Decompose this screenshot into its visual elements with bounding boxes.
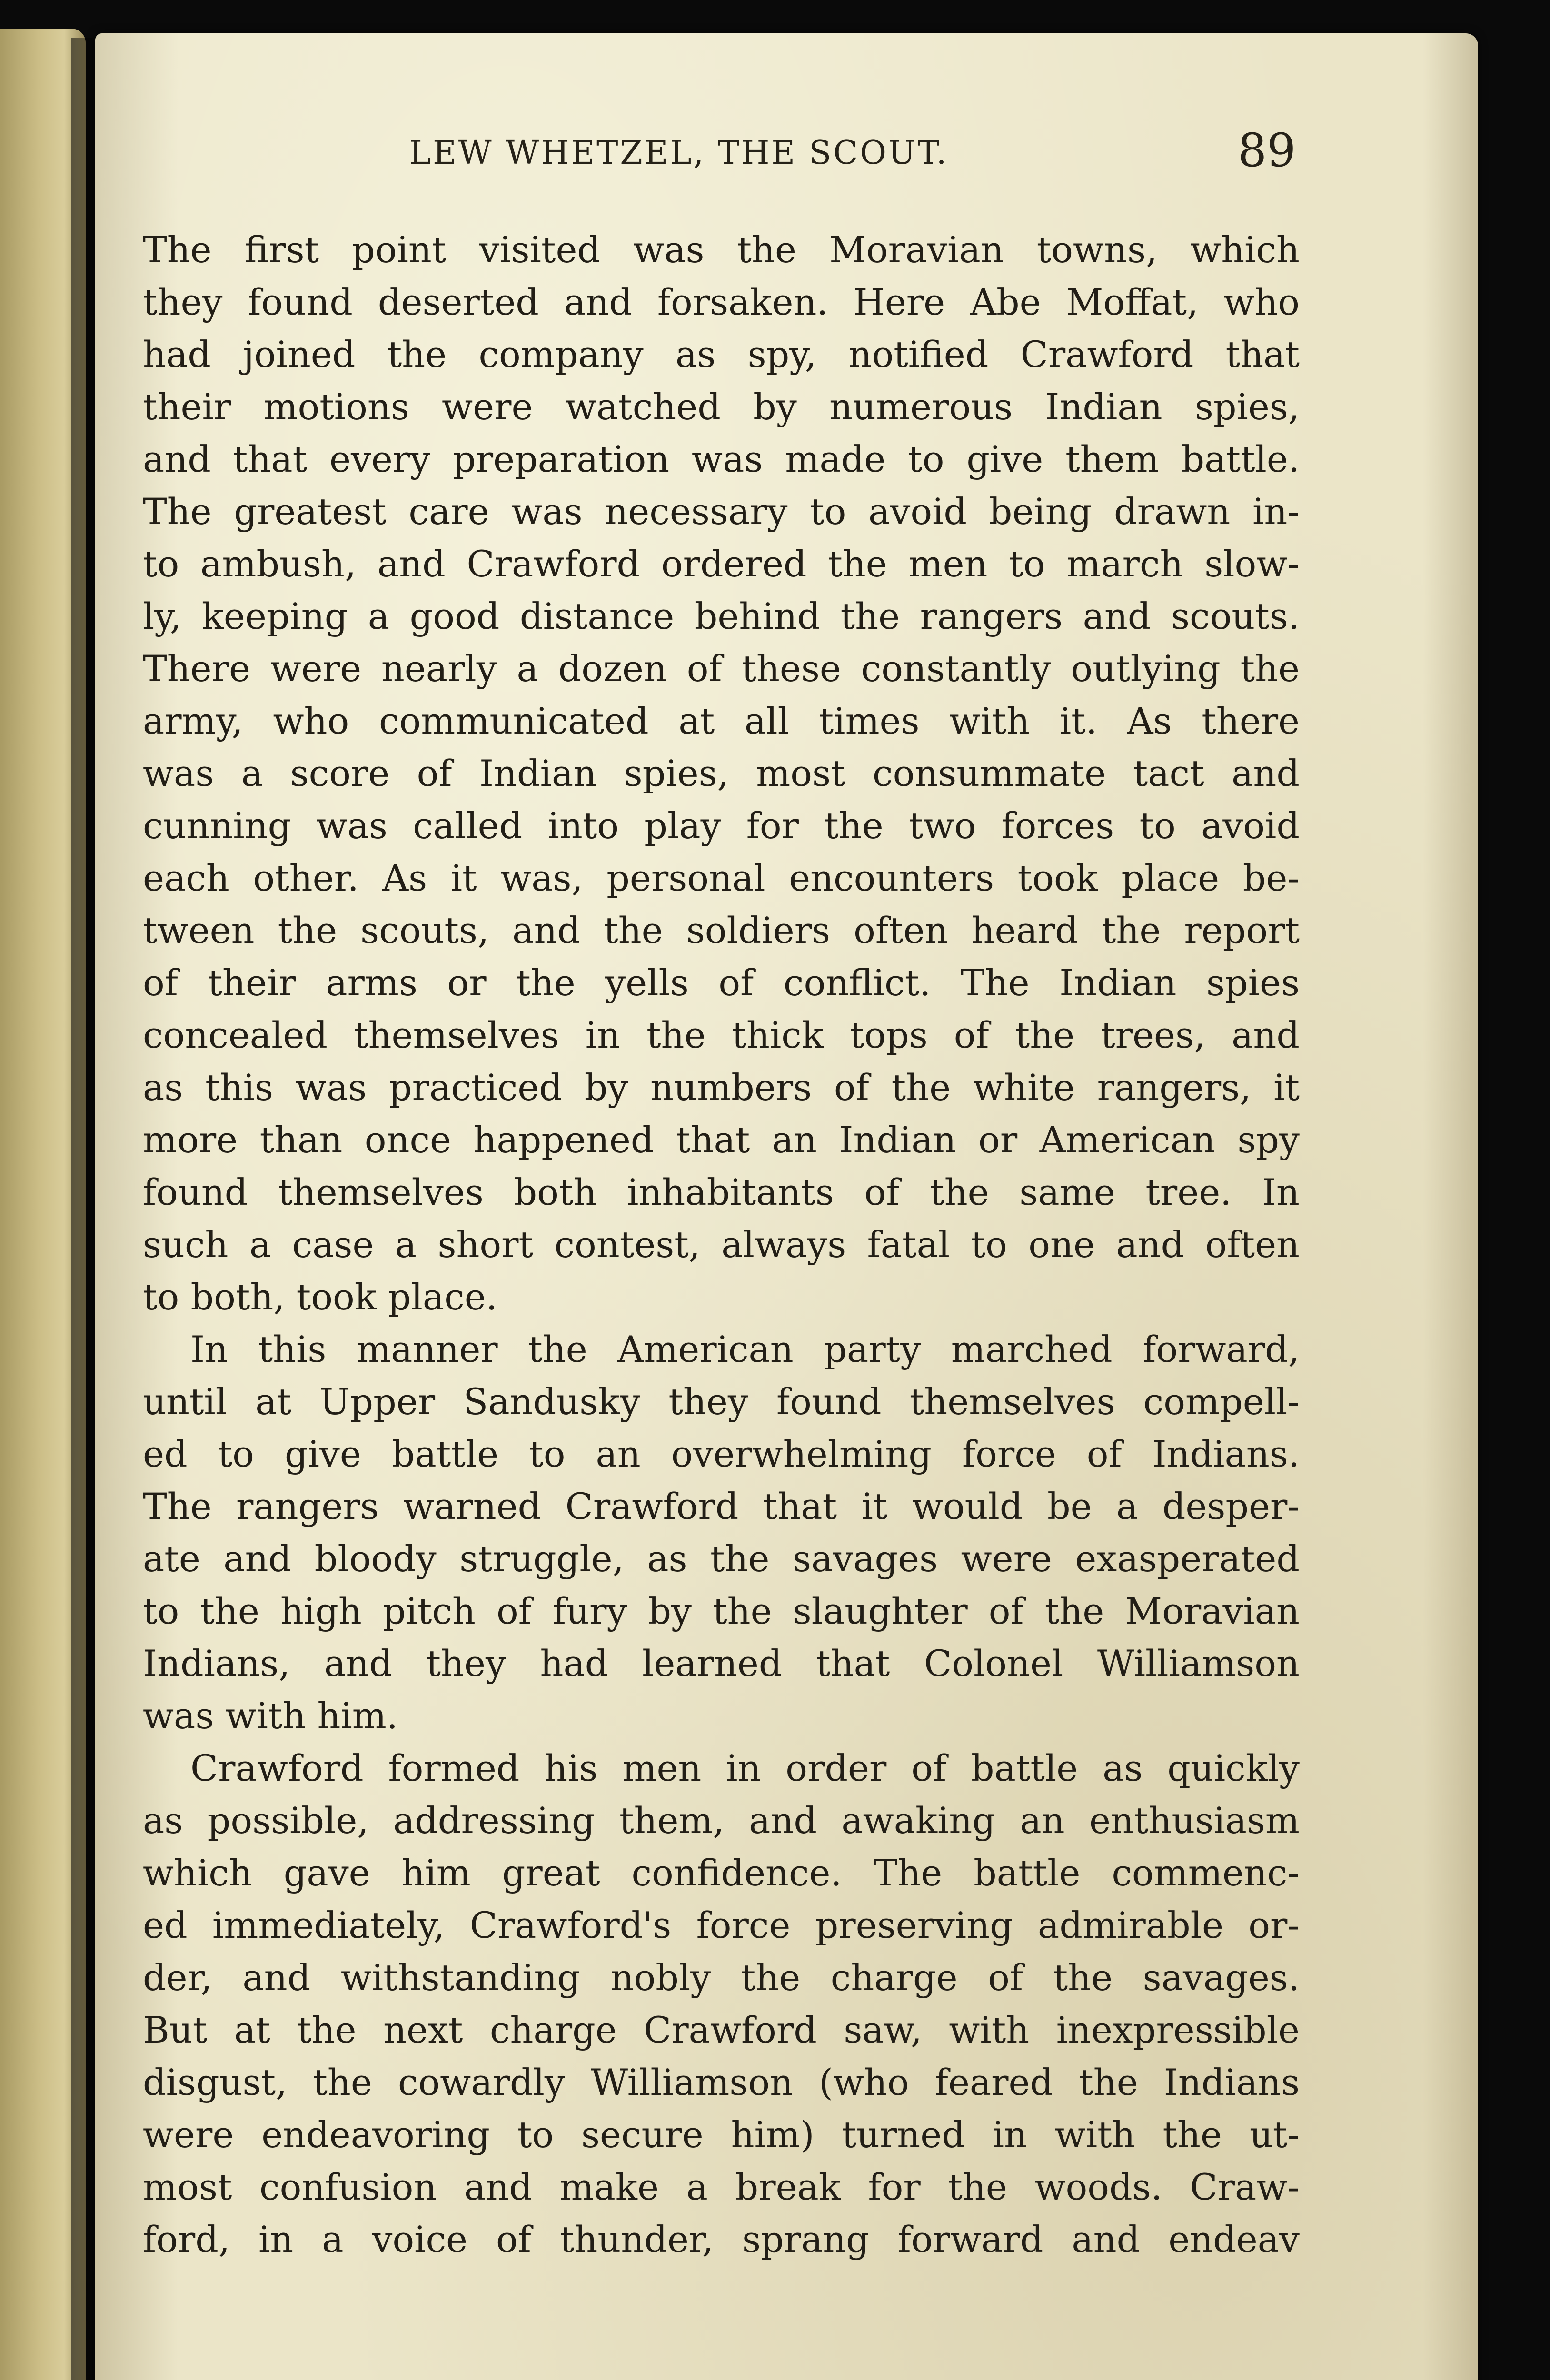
text-line: The first point visited was the Moravian towns, which bbox=[143, 228, 1300, 271]
text-line: disgust, the cowardly Williamson (who feared the Indians bbox=[143, 2061, 1300, 2103]
text-line: ly, keeping a good distance behind the rangers and scouts. bbox=[143, 595, 1300, 637]
text-line: But at the next charge Crawford saw, with inexpressible bbox=[143, 2009, 1300, 2051]
text-line: as possible, addressing them, and awaking an enthusiasm bbox=[143, 1799, 1300, 1842]
text-line: concealed themselves in the thick tops of the trees, and bbox=[143, 1014, 1300, 1056]
page-number: 89 bbox=[1238, 124, 1296, 177]
text-line: was a score of Indian spies, most consummate tact and bbox=[143, 752, 1300, 794]
paragraph-end-line: was with him. bbox=[143, 1695, 398, 1737]
text-line: ed to give battle to an overwhelming force of Indians. bbox=[143, 1433, 1300, 1475]
text-line: The greatest care was necessary to avoid being drawn in- bbox=[143, 490, 1300, 533]
text-line: found themselves both inhabitants of the same tree. In bbox=[143, 1171, 1300, 1213]
text-line: which gave him great confidence. The battle commenc- bbox=[143, 1852, 1300, 1894]
text-line: and that every preparation was made to give them battle. bbox=[143, 438, 1300, 480]
text-line: The rangers warned Crawford that it would be a desper- bbox=[143, 1485, 1300, 1527]
page-header bbox=[95, 124, 1478, 190]
text-line: der, and withstanding nobly the charge of the savages. bbox=[143, 1956, 1300, 1999]
text-line: There were nearly a dozen of these constantly outlying the bbox=[143, 647, 1300, 690]
text-line: as this was practiced by numbers of the white rangers, it bbox=[143, 1066, 1300, 1109]
text-line: army, who communicated at all times with it. As there bbox=[143, 700, 1300, 742]
text-line: tween the scouts, and the soldiers often heard the report bbox=[143, 909, 1300, 952]
text-line: cunning was called into play for the two forces to avoid bbox=[143, 804, 1300, 847]
text-line: to ambush, and Crawford ordered the men to march slow- bbox=[143, 543, 1300, 585]
text-line: more than once happened that an Indian or American spy bbox=[143, 1119, 1300, 1161]
text-line: each other. As it was, personal encounters took place be- bbox=[143, 857, 1300, 899]
text-line: until at Upper Sandusky they found themselves compell- bbox=[143, 1380, 1300, 1423]
text-line: were endeavoring to secure him) turned in with the ut- bbox=[143, 2113, 1300, 2156]
text-line: such a case a short contest, always fatal to one and often bbox=[143, 1223, 1300, 1266]
paragraph-start-line: Crawford formed his men in order of battle as quickly bbox=[190, 1747, 1300, 1789]
text-line: ate and bloody struggle, as the savages were exasperated bbox=[143, 1537, 1300, 1580]
text-line: of their arms or the yells of conflict. The Indian spies bbox=[143, 962, 1300, 1004]
paragraph-end-line: to both, took place. bbox=[143, 1276, 497, 1318]
text-line: to the high pitch of fury by the slaughter of the Moravian bbox=[143, 1590, 1300, 1632]
text-line: Indians, and they had learned that Colonel Williamson bbox=[143, 1642, 1300, 1685]
text-line: ford, in a voice of thunder, sprang forward and endeav bbox=[143, 2218, 1300, 2261]
page-text bbox=[143, 224, 1300, 2266]
text-line: they found deserted and forsaken. Here Abe Moffat, who bbox=[143, 281, 1300, 323]
text-line: their motions were watched by numerous Indian spies, bbox=[143, 386, 1300, 428]
text-line: ed immediately, Crawford's force preserving admirable or- bbox=[143, 1904, 1300, 1946]
text-line: had joined the company as spy, notified Crawford that bbox=[143, 333, 1300, 376]
running-head: LEW WHETZEL, THE SCOUT. bbox=[409, 134, 949, 172]
book-page bbox=[95, 33, 1478, 2380]
paragraph-start-line: In this manner the American party marched forward, bbox=[190, 1328, 1300, 1370]
text-line: most confusion and make a break for the woods. Craw- bbox=[143, 2166, 1300, 2208]
